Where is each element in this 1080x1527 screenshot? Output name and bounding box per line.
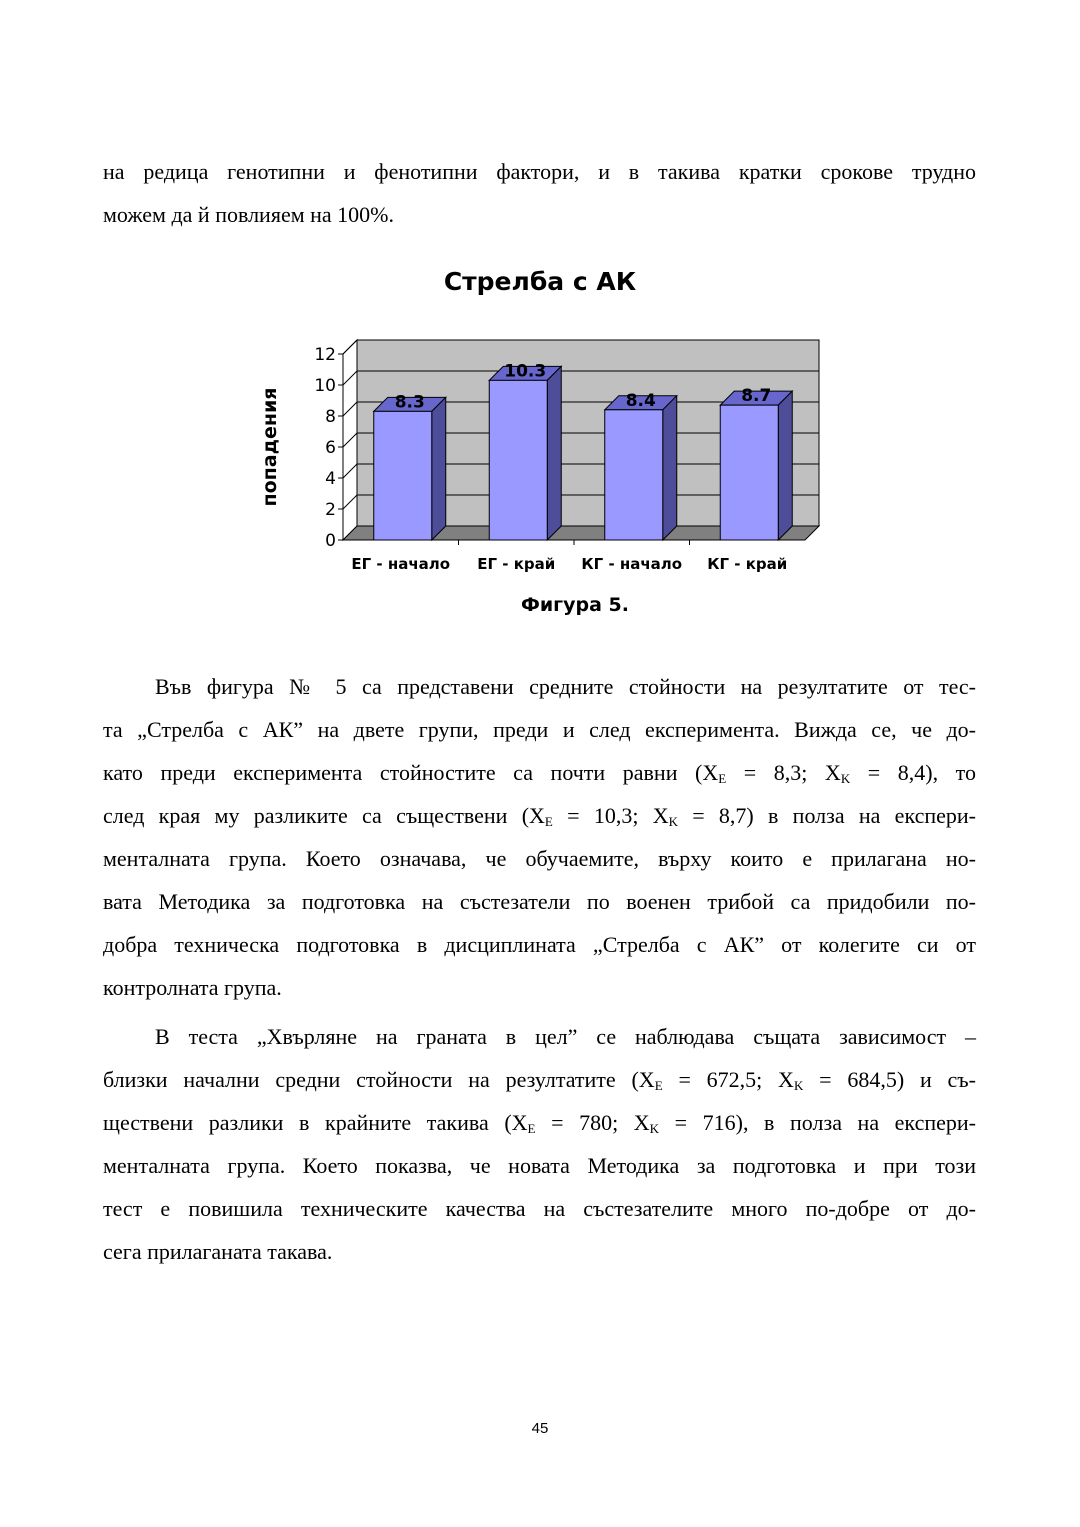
text-run: = 10,3; X [552,803,669,828]
text-line [103,751,976,794]
bar [720,405,778,540]
y-tick-label: 10 [314,376,336,396]
y-tick-label: 6 [325,438,336,458]
subscript: K [840,771,851,786]
text-line: менталната група. Което означава, че обучаемите, върху които е прилагана но- [103,846,976,871]
page-number: 45 [531,1420,549,1437]
text-run: като преди експеримента стойностите са почти равни (X [103,760,719,785]
bar-side [547,366,561,540]
subscript: K [668,814,678,829]
text-line [103,794,976,837]
bar-side [778,391,792,540]
y-tick-label: 0 [325,531,336,551]
paragraph-2 [103,1015,976,1273]
text-run: близки начални средни стойности на резултатите (X [103,1067,655,1092]
text-run: ществени разлики в крайните такива (X [103,1110,528,1135]
text-line: контролната група. [103,975,282,1000]
y-axis-label: попадения [259,387,281,507]
text-line [103,1101,976,1144]
bar-chart [240,330,840,585]
subscript: E [654,1078,663,1093]
data-label: 8.3 [394,392,425,413]
x-tick-label: КГ - начало [581,555,683,573]
paragraph-1 [103,665,976,1009]
x-tick-label: ЕГ - начало [351,555,451,573]
bar-side [432,397,446,540]
text-line [103,1058,976,1101]
y-tick-label: 8 [325,407,336,427]
y-tick-label: 2 [325,500,336,520]
chart-title: Стрелба с АК [443,267,637,296]
text-line: добра техническа подготовка в дисциплината „Стрелба с АК” от колегите си от [103,932,976,957]
subscript: E [718,771,727,786]
text-run: = 8,3; X [726,760,841,785]
subscript: K [649,1121,660,1136]
data-label: 10.3 [504,361,547,382]
text-run: след края му разликите са съществени (X [103,803,545,828]
bar [605,410,663,540]
text-line: Във фигура № 5 са представени средните стойности на резултатите от тес- [155,674,976,699]
subscript: E [544,814,553,829]
bar [489,380,547,540]
subscript: E [527,1121,536,1136]
y-tick-label: 4 [325,469,336,489]
text-line: тест е повишила техническите качества на състезателите много по-добре от до- [103,1196,976,1221]
text-run: = 780; X [535,1110,650,1135]
data-label: 8.4 [625,390,656,411]
text-line: на редица генотипни и фенотипни фактори, и в такива кратки срокове трудно [103,159,976,184]
text-run: = 716), в полза на експери- [659,1110,976,1135]
x-tick-label: КГ - край [707,555,788,573]
text-line: та „Стрелба с АК” на двете групи, преди и след експеримента. Вижда се, че до- [103,717,976,742]
text-run: = 8,4), то [850,760,976,785]
text-line: В теста „Хвърляне на граната в цел” се наблюдава същата зависимост – [155,1024,976,1049]
y-tick-label: 12 [314,345,336,365]
bar [374,411,432,540]
bar-side [663,396,677,540]
text-line: менталната група. Което показва, че новата Методика за подготовка и при този [103,1153,976,1178]
text-line: сега прилаганата такава. [103,1239,333,1264]
text-run: = 684,5) и съ- [803,1067,976,1092]
text-run: = 8,7) в полза на експери- [677,803,976,828]
figure-caption: Фигура 5. [521,594,629,616]
intro-paragraph [103,150,976,236]
text-line: вата Методика за подготовка на състезатели по военен трибой са придобили по- [103,889,976,914]
text-run: = 672,5; X [662,1067,794,1092]
text-line: можем да й повлияем на 100%. [103,202,394,227]
subscript: K [793,1078,804,1093]
data-label: 8.7 [741,386,772,407]
x-tick-label: ЕГ - край [477,555,556,573]
